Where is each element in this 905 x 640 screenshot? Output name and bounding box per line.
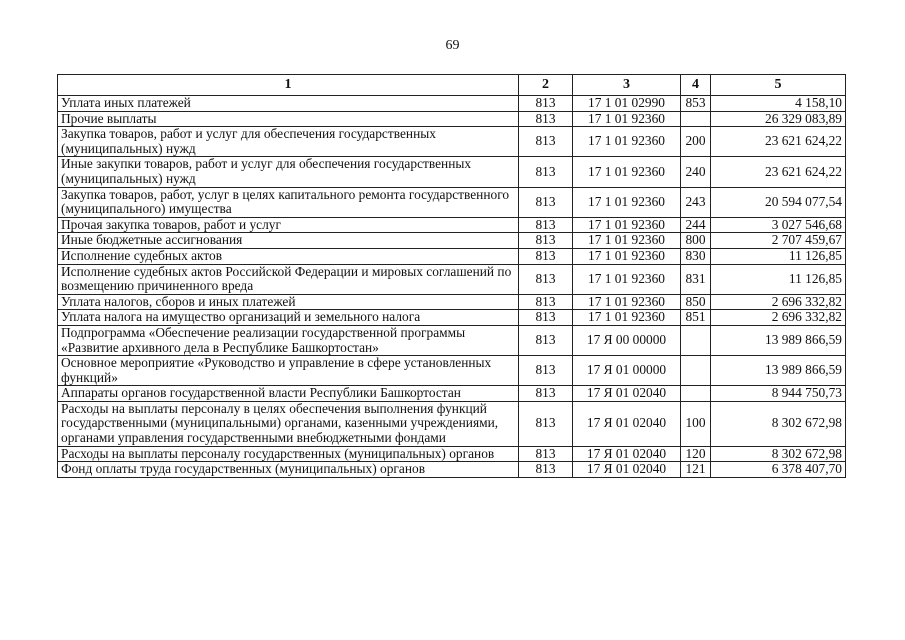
row-name-cell: Уплата налога на имущество организаций и земельного налога xyxy=(58,310,519,326)
row-name-cell: Иные закупки товаров, работ и услуг для обеспечения государственных (муниципальных) нужд xyxy=(58,157,519,187)
row-admin-cell: 813 xyxy=(519,356,573,386)
row-type-cell xyxy=(681,325,711,355)
row-code-cell: 17 1 01 92360 xyxy=(573,233,681,249)
row-code-cell: 17 1 01 92360 xyxy=(573,294,681,310)
row-code-cell: 17 1 01 92360 xyxy=(573,127,681,157)
row-name-cell: Закупка товаров, работ и услуг для обеспечения государственных (муниципальных) нужд xyxy=(58,127,519,157)
row-name-cell: Иные бюджетные ассигнования xyxy=(58,233,519,249)
row-admin-cell: 813 xyxy=(519,446,573,462)
row-code-cell: 17 1 01 92360 xyxy=(573,187,681,217)
row-name-cell: Основное мероприятие «Руководство и управление в сфере установленных функций» xyxy=(58,356,519,386)
row-type-cell: 830 xyxy=(681,248,711,264)
row-amount-cell: 2 696 332,82 xyxy=(711,294,846,310)
row-type-cell: 243 xyxy=(681,187,711,217)
row-name-cell: Исполнение судебных актов Российской Федерации и мировых соглашений по возмещению причиненного вреда xyxy=(58,264,519,294)
row-code-cell: 17 1 01 02990 xyxy=(573,96,681,112)
row-name-cell: Закупка товаров, работ, услуг в целях капитального ремонта государственного (муниципального) имущества xyxy=(58,187,519,217)
row-admin-cell: 813 xyxy=(519,111,573,127)
row-code-cell: 17 1 01 92360 xyxy=(573,310,681,326)
table-header-row xyxy=(58,75,846,96)
row-type-cell: 831 xyxy=(681,264,711,294)
row-type-cell: 120 xyxy=(681,446,711,462)
row-amount-cell: 11 126,85 xyxy=(711,264,846,294)
table-row xyxy=(58,233,846,249)
row-amount-cell: 3 027 546,68 xyxy=(711,217,846,233)
table-row xyxy=(58,96,846,112)
table-row xyxy=(58,356,846,386)
row-amount-cell: 11 126,85 xyxy=(711,248,846,264)
header-name: 1 xyxy=(58,75,519,96)
row-name-cell: Прочая закупка товаров, работ и услуг xyxy=(58,217,519,233)
row-name-cell: Уплата налогов, сборов и иных платежей xyxy=(58,294,519,310)
row-admin-cell: 813 xyxy=(519,294,573,310)
row-code-cell: 17 Я 01 02040 xyxy=(573,446,681,462)
row-amount-cell: 2 707 459,67 xyxy=(711,233,846,249)
row-admin-cell: 813 xyxy=(519,187,573,217)
table-row xyxy=(58,187,846,217)
header-amount: 5 xyxy=(711,75,846,96)
row-admin-cell: 813 xyxy=(519,386,573,402)
table-row xyxy=(58,401,846,446)
row-amount-cell: 2 696 332,82 xyxy=(711,310,846,326)
row-code-cell: 17 1 01 92360 xyxy=(573,111,681,127)
row-amount-cell: 20 594 077,54 xyxy=(711,187,846,217)
row-amount-cell: 23 621 624,22 xyxy=(711,157,846,187)
table-row xyxy=(58,386,846,402)
row-admin-cell: 813 xyxy=(519,233,573,249)
budget-table xyxy=(57,74,846,478)
table-row xyxy=(58,264,846,294)
row-admin-cell: 813 xyxy=(519,264,573,294)
row-admin-cell: 813 xyxy=(519,462,573,478)
row-type-cell: 851 xyxy=(681,310,711,326)
row-code-cell: 17 Я 01 02040 xyxy=(573,462,681,478)
table-row xyxy=(58,294,846,310)
row-name-cell: Расходы на выплаты персоналу в целях обеспечения выполнения функций государственными (муниципальными) органами, казенными учреждениями, органами управления государственными внебюджетными фондами xyxy=(58,401,519,446)
header-code: 3 xyxy=(573,75,681,96)
table-row xyxy=(58,325,846,355)
row-admin-cell: 813 xyxy=(519,401,573,446)
row-admin-cell: 813 xyxy=(519,310,573,326)
row-type-cell: 200 xyxy=(681,127,711,157)
row-admin-cell: 813 xyxy=(519,157,573,187)
row-type-cell: 100 xyxy=(681,401,711,446)
row-amount-cell: 26 329 083,89 xyxy=(711,111,846,127)
row-name-cell: Исполнение судебных актов xyxy=(58,248,519,264)
row-code-cell: 17 Я 01 00000 xyxy=(573,356,681,386)
row-name-cell: Подпрограмма «Обеспечение реализации государственной программы «Развитие архивного дела в Республике Башкортостан» xyxy=(58,325,519,355)
table-row xyxy=(58,462,846,478)
row-type-cell xyxy=(681,356,711,386)
row-amount-cell: 8 944 750,73 xyxy=(711,386,846,402)
row-name-cell: Прочие выплаты xyxy=(58,111,519,127)
row-type-cell: 240 xyxy=(681,157,711,187)
header-type: 4 xyxy=(681,75,711,96)
header-admin: 2 xyxy=(519,75,573,96)
row-code-cell: 17 Я 01 02040 xyxy=(573,386,681,402)
table-row xyxy=(58,157,846,187)
row-amount-cell: 8 302 672,98 xyxy=(711,446,846,462)
row-code-cell: 17 Я 01 02040 xyxy=(573,401,681,446)
row-name-cell: Фонд оплаты труда государственных (муниципальных) органов xyxy=(58,462,519,478)
row-amount-cell: 23 621 624,22 xyxy=(711,127,846,157)
row-name-cell: Аппараты органов государственной власти Республики Башкортостан xyxy=(58,386,519,402)
row-type-cell: 244 xyxy=(681,217,711,233)
row-admin-cell: 813 xyxy=(519,325,573,355)
table-row xyxy=(58,111,846,127)
row-code-cell: 17 1 01 92360 xyxy=(573,217,681,233)
row-admin-cell: 813 xyxy=(519,248,573,264)
row-code-cell: 17 1 01 92360 xyxy=(573,264,681,294)
row-type-cell: 121 xyxy=(681,462,711,478)
row-amount-cell: 8 302 672,98 xyxy=(711,401,846,446)
row-amount-cell: 6 378 407,70 xyxy=(711,462,846,478)
row-code-cell: 17 1 01 92360 xyxy=(573,157,681,187)
row-amount-cell: 13 989 866,59 xyxy=(711,325,846,355)
row-name-cell: Расходы на выплаты персоналу государственных (муниципальных) органов xyxy=(58,446,519,462)
table-row xyxy=(58,127,846,157)
row-admin-cell: 813 xyxy=(519,127,573,157)
row-code-cell: 17 1 01 92360 xyxy=(573,248,681,264)
row-amount-cell: 4 158,10 xyxy=(711,96,846,112)
row-admin-cell: 813 xyxy=(519,96,573,112)
row-type-cell xyxy=(681,111,711,127)
row-amount-cell: 13 989 866,59 xyxy=(711,356,846,386)
row-admin-cell: 813 xyxy=(519,217,573,233)
row-type-cell: 853 xyxy=(681,96,711,112)
row-code-cell: 17 Я 00 00000 xyxy=(573,325,681,355)
table-row xyxy=(58,446,846,462)
table-row xyxy=(58,248,846,264)
table-body xyxy=(58,96,846,478)
row-type-cell xyxy=(681,386,711,402)
row-type-cell: 850 xyxy=(681,294,711,310)
row-name-cell: Уплата иных платежей xyxy=(58,96,519,112)
table-row xyxy=(58,310,846,326)
table-row xyxy=(58,217,846,233)
page-number: 69 xyxy=(445,38,460,53)
row-type-cell: 800 xyxy=(681,233,711,249)
